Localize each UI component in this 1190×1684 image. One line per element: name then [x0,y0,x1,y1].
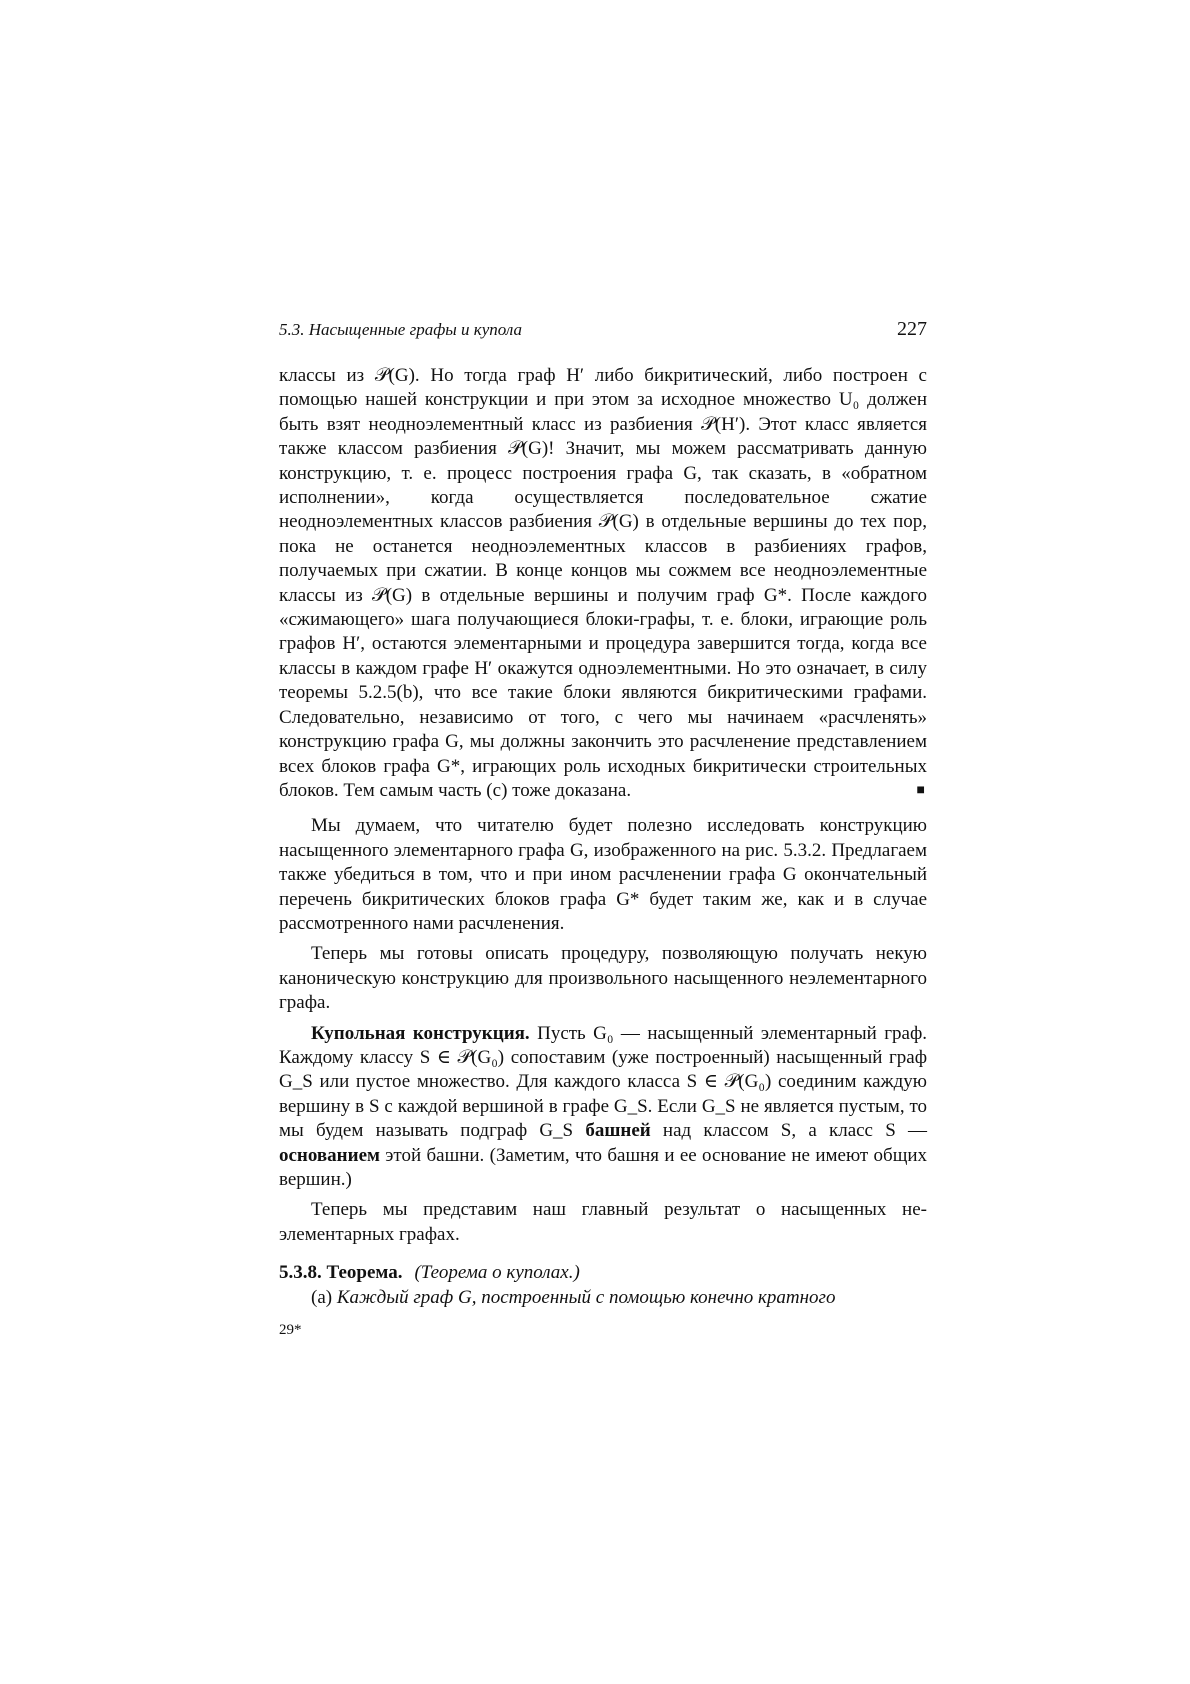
theorem-note: (Теорема о куполах.) [414,1262,580,1284]
theorem-number: 5.3.8. Теорема. [279,1262,403,1284]
term-tower: башней [585,1120,651,1142]
paragraph-main-result: Теперь мы представим наш главный результат о насыщенных неэлементарных графах. [279,1199,927,1245]
definition-term: Купольная конструкция. [311,1022,530,1044]
term-base: основанием [279,1144,380,1166]
page-number: 227 [897,318,927,340]
part-label: (a) [311,1286,333,1308]
section-title: 5.3. Насыщенные графы и купола [279,320,522,339]
qed-symbol: ■ [916,782,925,798]
running-head [279,318,927,364]
theorem-heading [279,1261,927,1285]
page-body [279,364,927,1310]
book-page [279,318,927,1339]
part-text: Каждый граф G, построенный с помощью конечно кратного [336,1286,836,1308]
paragraph-exercise: Мы думаем, что читателю будет полезно исследовать конструкцию насыщенного элементарного графа G, изображенного на рис. 5.3.2. Предлагаем также убедиться в том, что и при ином расчленении графа G окончательный перечень бикритических блоков графа G* будет таким же, как и в случае рассмотренного нами расчленения. [279,815,927,934]
paragraph-dome-construction: Купольная конструкция. Пусть G₀ — насыщенный элементарный граф. Каждому классу S ∈ 𝒫(G₀) сопоставим (уже построенный) насыщенный граф G_S или пустое множество. Для каждого класса S ∈ 𝒫(G₀) соединим каждую вершину в S с каждой вершиной в графе G_S. Если G_S не является пустым, то мы будем называть подграф G_S башней над классом S, а класс S — основанием этой башни. (Заметим, что башня и ее основание не имеют общих вершин.) [279,1022,928,1190]
paragraph-proof-end [279,364,927,803]
paragraph-intro: Теперь мы готовы описать процедуру, позволяющую получать некую каноническую конструкцию для произвольного насыщенного неэлементарного графа. [279,943,927,1014]
signature-mark: 29* [279,1322,302,1339]
paragraph-text: классы из 𝒫(G). Но тогда граф H′ либо бикритический, либо построен с помощью нашей конструкции и при этом за исходное множество U₀ должен быть взят неодноэлементный класс из разбиения 𝒫(H′). Этот класс является также классом разбиения 𝒫(G)! Значит, мы можем рассматривать данную конструкцию, т. е. процесс построения графа G, так сказать, в «обратном исполнении», когда осуществляется последовательное сжатие неодноэлементных классов разбиения 𝒫(G) в отдельные вершины до тех пор, пока не останется неодноэлементных классов в разбиениях графов, получаемых при сжатии. В конце концов мы сожмем все неодноэлементные классы из 𝒫(G) в отдельные вершины и получим граф G*. После каждого «сжимающего» шага получающиеся блоки-графы, т. е. блоки, играющие роль графов H′, остаются элементарными и процедура завершится тогда, когда все классы в каждом графе H′ окажутся одноэлементными. Но это означает, в силу теоремы 5.2.5(b), что все такие блоки являются бикритическими графами. Следовательно, независимо от того, с чего мы начинаем «расчленять» конструкцию графа G, мы должны закончить это расчленение представлением всех блоков графа G*, играющих роль исходных бикритически строительных блоков. Тем самым часть (c) тоже доказана. [279,365,927,801]
theorem-part-a [279,1286,927,1310]
